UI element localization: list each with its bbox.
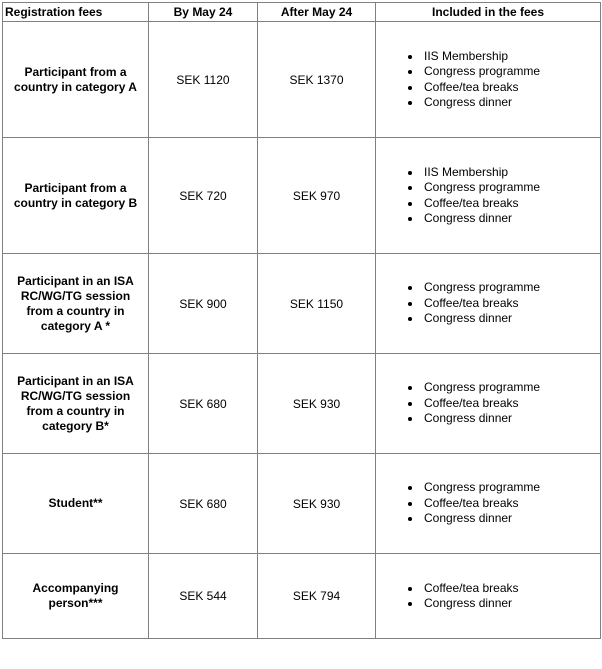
table-row: [3, 354, 601, 454]
list-item: • Congress dinner: [422, 596, 600, 612]
category-line: Participant in an ISA: [17, 273, 134, 288]
table-row: [3, 22, 601, 138]
category-cell: [3, 138, 149, 254]
category-line: from a country in: [26, 403, 125, 418]
included-cell: [376, 554, 601, 639]
category-cell: [3, 454, 149, 554]
price-by-may: SEK 544: [149, 554, 258, 639]
list-item: • Coffee/tea breaks: [422, 80, 600, 96]
price-by-may: SEK 680: [149, 354, 258, 454]
list-item: • Congress dinner: [422, 511, 600, 527]
included-list: [376, 49, 600, 111]
price-after-may: SEK 1370: [258, 22, 376, 138]
category-cell: [3, 254, 149, 354]
list-item: • Coffee/tea breaks: [422, 196, 600, 212]
header-after-may: After May 24: [258, 3, 376, 22]
list-item: • Congress dinner: [422, 211, 600, 227]
included-list: [376, 280, 600, 327]
list-item: • Congress programme: [422, 480, 600, 496]
category-line: Participant from a: [24, 64, 127, 79]
table-row: [3, 454, 601, 554]
list-item: • Coffee/tea breaks: [422, 581, 600, 597]
list-item: • Congress programme: [422, 180, 600, 196]
category-line: from a country in: [26, 303, 125, 318]
price-after-may: SEK 930: [258, 354, 376, 454]
header-registration-fees: Registration fees: [3, 3, 149, 22]
list-item: • Coffee/tea breaks: [422, 396, 600, 412]
included-cell: [376, 354, 601, 454]
price-by-may: SEK 1120: [149, 22, 258, 138]
price-by-may: SEK 680: [149, 454, 258, 554]
price-after-may: SEK 930: [258, 454, 376, 554]
category-line: country in category A: [14, 79, 137, 94]
list-item: • Coffee/tea breaks: [422, 496, 600, 512]
list-item: • Congress dinner: [422, 95, 600, 111]
list-item: • Coffee/tea breaks: [422, 296, 600, 312]
category-line: Participant in an ISA: [17, 373, 134, 388]
included-list: [376, 581, 600, 612]
included-list: [376, 165, 600, 227]
list-item: • Congress programme: [422, 64, 600, 80]
included-list: [376, 380, 600, 427]
included-cell: [376, 22, 601, 138]
header-row: [3, 3, 601, 22]
included-list: [376, 480, 600, 527]
list-item: • Congress dinner: [422, 411, 600, 427]
list-item: • Congress programme: [422, 280, 600, 296]
registration-fees-table: [2, 2, 601, 639]
price-by-may: SEK 720: [149, 138, 258, 254]
included-cell: [376, 138, 601, 254]
category-line: Participant from a: [24, 180, 127, 195]
price-by-may: SEK 900: [149, 254, 258, 354]
table-row: [3, 254, 601, 354]
table-row: [3, 138, 601, 254]
category-line: person***: [48, 596, 103, 610]
table-row: [3, 554, 601, 639]
list-item: • IIS Membership: [422, 165, 600, 181]
price-after-may: SEK 794: [258, 554, 376, 639]
list-item: • Congress programme: [422, 380, 600, 396]
header-by-may: By May 24: [149, 3, 258, 22]
category-line: category B*: [42, 418, 109, 433]
list-item: • IIS Membership: [422, 49, 600, 65]
list-item: • Congress dinner: [422, 311, 600, 327]
category-line: RC/WG/TG session: [20, 288, 131, 303]
included-cell: [376, 454, 601, 554]
header-included: Included in the fees: [376, 3, 601, 22]
category-cell: [3, 22, 149, 138]
price-after-may: SEK 1150: [258, 254, 376, 354]
category-line: Accompanying: [32, 581, 119, 595]
category-line: Student**: [48, 496, 103, 510]
included-cell: [376, 254, 601, 354]
category-line: category A *: [40, 318, 111, 333]
price-after-may: SEK 970: [258, 138, 376, 254]
category-line: country in category B: [13, 195, 138, 210]
category-cell: [3, 554, 149, 639]
category-line: RC/WG/TG session: [20, 388, 131, 403]
category-cell: [3, 354, 149, 454]
